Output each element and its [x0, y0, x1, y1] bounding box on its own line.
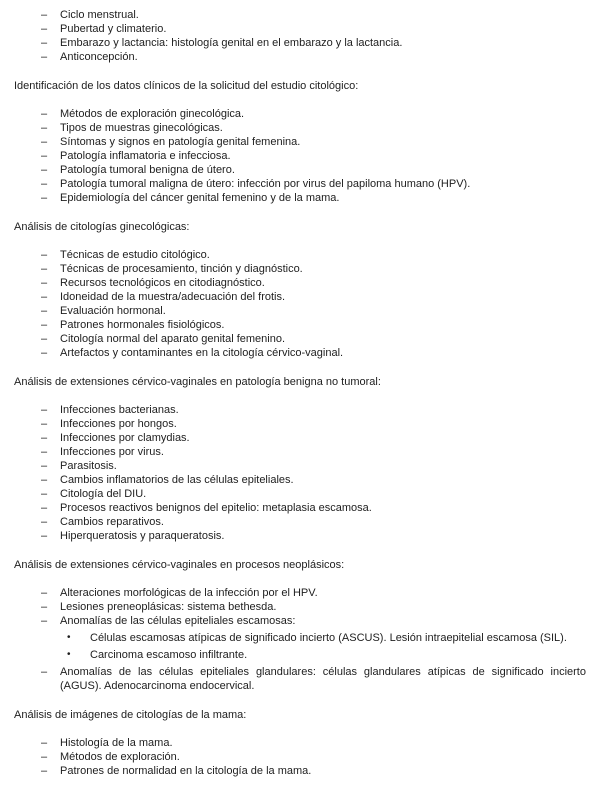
item-text: Técnicas de estudio citológico. — [60, 249, 210, 261]
sub-list-item — [14, 631, 586, 645]
list-item — [14, 290, 586, 304]
list-item — [14, 304, 586, 318]
list-item — [14, 459, 586, 473]
dash-marker: – — [41, 192, 48, 204]
list-item — [14, 318, 586, 332]
dash-marker: – — [41, 516, 48, 528]
item-text: Parasitosis. — [60, 460, 117, 472]
item-text: Epidemiología del cáncer genital femenino y de la mama. — [60, 192, 340, 204]
item-text: Embarazo y lactancia: histología genital en el embarazo y la lactancia. — [60, 37, 403, 49]
list-item — [14, 50, 586, 64]
dash-marker: – — [41, 122, 48, 134]
list-item — [14, 107, 586, 121]
item-text: Patología tumoral maligna de útero: infección por virus del papiloma humano (HPV). — [60, 178, 471, 190]
dash-marker: – — [41, 263, 48, 275]
dash-marker: – — [41, 249, 48, 261]
item-text: Patrones de normalidad en la citología de la mama. — [60, 765, 312, 777]
list-item — [14, 614, 586, 628]
dash-marker: – — [41, 347, 48, 359]
list-item — [14, 515, 586, 529]
dash-marker: – — [41, 530, 48, 542]
item-text: Cambios inflamatorios de las células epiteliales. — [60, 474, 294, 486]
dash-marker: – — [41, 404, 48, 416]
list-item — [14, 177, 586, 191]
dash-marker: – — [41, 23, 48, 35]
item-text: Evaluación hormonal. — [60, 305, 166, 317]
item-text: Patrones hormonales fisiológicos. — [60, 319, 225, 331]
sub-list-item — [14, 648, 586, 662]
list-item — [14, 332, 586, 346]
item-text: Pubertad y climaterio. — [60, 23, 167, 35]
list-item — [14, 417, 586, 431]
list-item — [14, 121, 586, 135]
dash-marker: – — [41, 474, 48, 486]
list-item — [14, 473, 586, 487]
list-item — [14, 191, 586, 205]
item-text: Tipos de muestras ginecológicas. — [60, 122, 223, 134]
item-text: Patología tumoral benigna de útero. — [60, 164, 235, 176]
list-item — [14, 445, 586, 459]
section-heading: Identificación de los datos clínicos de la solicitud del estudio citológico: — [14, 80, 359, 92]
item-text: Síntomas y signos en patología genital femenina. — [60, 136, 301, 148]
item-text: Métodos de exploración ginecológica. — [60, 108, 245, 120]
list-item — [14, 736, 586, 750]
item-text: Ciclo menstrual. — [60, 9, 139, 21]
list-item — [14, 276, 586, 290]
list-item — [14, 750, 586, 764]
dash-marker: – — [41, 502, 48, 514]
section-list — [14, 586, 586, 693]
item-text: Células escamosas atípicas de significado incierto (ASCUS). Lesión intraepitelial escamosa (SIL). — [90, 632, 567, 644]
list-item — [14, 403, 586, 417]
item-text: Anticoncepción. — [60, 51, 138, 63]
item-text: Infecciones por clamydias. — [60, 432, 190, 444]
list-item — [14, 8, 586, 22]
dash-marker: – — [41, 164, 48, 176]
item-text: Hiperqueratosis y paraqueratosis. — [60, 530, 225, 542]
section-heading: Análisis de extensiones cérvico-vaginales en procesos neoplásicos: — [14, 559, 345, 571]
dash-marker: – — [41, 751, 48, 763]
list-item — [14, 149, 586, 163]
dash-marker: – — [41, 150, 48, 162]
list-item — [14, 135, 586, 149]
section-heading: Análisis de citologías ginecológicas: — [14, 221, 190, 233]
dash-marker: – — [41, 319, 48, 331]
dash-marker: – — [41, 291, 48, 303]
list-item — [14, 36, 586, 50]
dash-marker: – — [41, 765, 48, 777]
item-text: Técnicas de procesamiento, tinción y diagnóstico. — [60, 263, 303, 275]
list-item — [14, 600, 586, 614]
dash-marker: – — [41, 51, 48, 63]
list-item — [14, 248, 586, 262]
dash-marker: – — [41, 178, 48, 190]
bullet-marker: • — [67, 649, 71, 660]
item-text: Lesiones preneoplásicas: sistema bethesda. — [60, 601, 277, 613]
section-heading: Análisis de extensiones cérvico-vaginales en patología benigna no tumoral: — [14, 376, 381, 388]
item-text: Citología del DIU. — [60, 488, 147, 500]
item-text: Infecciones por virus. — [60, 446, 164, 458]
dash-marker: – — [41, 277, 48, 289]
item-text: Métodos de exploración. — [60, 751, 180, 763]
section-list — [14, 736, 586, 778]
dash-marker: – — [41, 37, 48, 49]
list-item — [14, 487, 586, 501]
dash-marker: – — [41, 666, 48, 678]
list-item — [14, 501, 586, 515]
item-text: Carcinoma escamoso infiltrante. — [90, 649, 248, 661]
list-item — [14, 163, 586, 177]
dash-marker: – — [41, 108, 48, 120]
list-item — [14, 665, 586, 693]
dash-marker: – — [41, 615, 48, 627]
dash-marker: – — [41, 136, 48, 148]
dash-marker: – — [41, 587, 48, 599]
item-text: Patología inflamatoria e infecciosa. — [60, 150, 231, 162]
item-text: Idoneidad de la muestra/adecuación del frotis. — [60, 291, 286, 303]
list-item — [14, 529, 586, 543]
item-text: Anomalías de las células epiteliales glandulares: células glandulares atípicas de significado incierto (AGUS). Adenocarcinoma endocervical. — [60, 666, 586, 692]
item-text: Cambios reparativos. — [60, 516, 164, 528]
section-list — [14, 107, 586, 205]
dash-marker: – — [41, 737, 48, 749]
dash-marker: – — [41, 418, 48, 430]
item-text: Citología normal del aparato genital femenino. — [60, 333, 286, 345]
item-text: Alteraciones morfológicas de la infección por el HPV. — [60, 587, 318, 599]
list-item — [14, 586, 586, 600]
dash-marker: – — [41, 488, 48, 500]
item-text: Infecciones bacterianas. — [60, 404, 179, 416]
item-text: Procesos reactivos benignos del epitelio: metaplasia escamosa. — [60, 502, 372, 514]
dash-marker: – — [41, 460, 48, 472]
list-item — [14, 764, 586, 778]
section-heading: Análisis de imágenes de citologías de la mama: — [14, 709, 247, 721]
dash-marker: – — [41, 305, 48, 317]
item-text: Artefactos y contaminantes en la citología cérvico-vaginal. — [60, 347, 344, 359]
bullet-marker: • — [67, 632, 71, 643]
dash-marker: – — [41, 432, 48, 444]
list-item — [14, 346, 586, 360]
intro-list — [14, 8, 586, 64]
dash-marker: – — [41, 446, 48, 458]
item-text: Recursos tecnológicos en citodiagnóstico. — [60, 277, 265, 289]
dash-marker: – — [41, 9, 48, 21]
list-item — [14, 22, 586, 36]
list-item — [14, 262, 586, 276]
dash-marker: – — [41, 333, 48, 345]
item-text: Infecciones por hongos. — [60, 418, 177, 430]
list-item — [14, 431, 586, 445]
dash-marker: – — [41, 601, 48, 613]
item-text: Histología de la mama. — [60, 737, 173, 749]
item-text: Anomalías de las células epiteliales escamosas: — [60, 615, 296, 627]
section-list — [14, 248, 586, 360]
section-list — [14, 403, 586, 543]
